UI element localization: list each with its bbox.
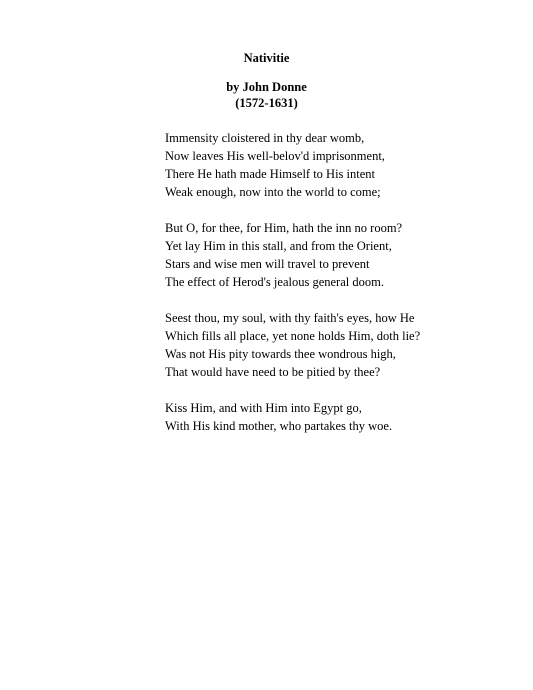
- poem-title: Nativitie: [243, 51, 290, 65]
- poem-author: by John Donne: [226, 80, 307, 94]
- stanza-1: [165, 129, 505, 201]
- poem-line: With His kind mother, who partakes thy woe.: [165, 419, 393, 433]
- poem-line: The effect of Herod's jealous general doom.: [165, 275, 384, 289]
- stanza-4: [165, 399, 505, 435]
- poem-line: Weak enough, now into the world to come;: [165, 185, 381, 199]
- poem-line: Which fills all place, yet none holds Him, doth lie?: [165, 329, 421, 343]
- poem-line: There He hath made Himself to His intent: [165, 167, 376, 181]
- poem-line: Kiss Him, and with Him into Egypt go,: [165, 401, 362, 415]
- poem-line: Yet lay Him in this stall, and from the Orient,: [165, 239, 392, 253]
- poem-line: Now leaves His well-belov'd imprisonment,: [165, 149, 385, 163]
- poem-line: Immensity cloistered in thy dear womb,: [165, 131, 365, 145]
- poem-line: Was not His pity towards thee wondrous high,: [165, 347, 396, 361]
- stanza-3: [165, 309, 505, 381]
- poem-line: Seest thou, my soul, with thy faith's eyes, how He: [165, 311, 415, 325]
- stanza-2: [165, 219, 505, 291]
- poem-line: Stars and wise men will travel to prevent: [165, 257, 370, 271]
- poem-line: But O, for thee, for Him, hath the inn no room?: [165, 221, 403, 235]
- author-dates: (1572-1631): [235, 96, 298, 110]
- poem-line: That would have need to be pitied by thee?: [165, 365, 381, 379]
